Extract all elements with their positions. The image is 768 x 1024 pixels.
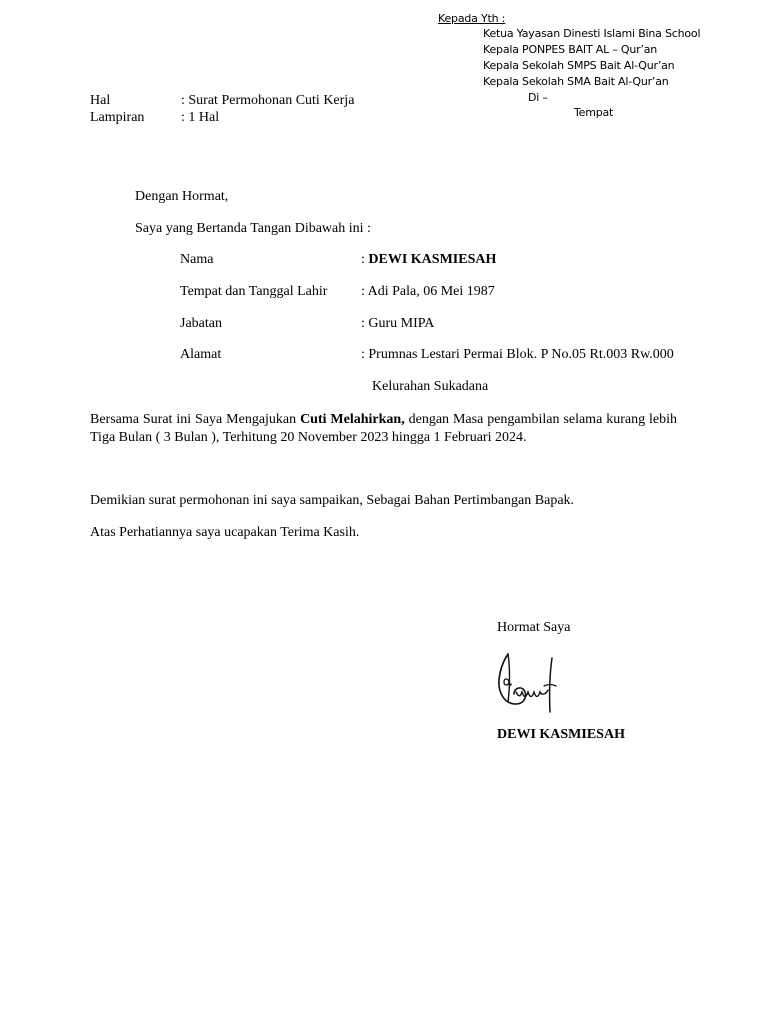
- greeting: Dengan Hormat,: [135, 189, 229, 204]
- employee-name: DEWI KASMIESAH: [368, 252, 497, 267]
- field-value-ttl: : Adi Pala, 06 Mei 1987: [361, 284, 495, 299]
- signature-name: DEWI KASMIESAH: [497, 727, 625, 742]
- recipient-tempat: Tempat: [574, 106, 614, 119]
- recipient-line: Kepala Sekolah SMA Bait Al-Qur’an: [483, 75, 669, 88]
- field-value-nama: [361, 252, 496, 268]
- signature-salutation: Hormat Saya: [497, 620, 571, 635]
- field-label-ttl: Tempat dan Tanggal Lahir: [180, 284, 328, 299]
- handwritten-signature: [494, 646, 564, 718]
- field-value-alamat: : Prumnas Lestari Permai Blok. P No.05 Rt.003 Rw.000: [361, 347, 674, 362]
- field-value-jabatan: : Guru MIPA: [361, 316, 435, 331]
- lampiran-label: Lampiran: [90, 110, 145, 125]
- request-paragraph: [90, 411, 677, 447]
- address-continuation: Kelurahan Sukadana: [372, 379, 489, 394]
- paragraph-part1: Bersama Surat ini Saya Mengajukan: [90, 412, 301, 427]
- field-colon: :: [361, 252, 369, 267]
- hal-label: Hal: [90, 93, 111, 108]
- recipient-line: Kepala Sekolah SMPS Bait Al-Qur’an: [483, 59, 675, 72]
- closing-statement: Demikian surat permohonan ini saya sampaikan, Sebagai Bahan Pertimbangan Bapak.: [90, 493, 575, 508]
- recipient-line: Kepala PONPES BAIT AL – Qur’an: [483, 43, 658, 56]
- recipient-line: Ketua Yayasan Dinesti Islami Bina School: [483, 27, 701, 40]
- thanks-statement: Atas Perhatiannya saya ucapakan Terima Kasih.: [90, 525, 360, 540]
- hal-value: : Surat Permohonan Cuti Kerja: [181, 93, 355, 108]
- leave-type: Cuti Melahirkan,: [300, 412, 405, 427]
- field-label-alamat: Alamat: [180, 347, 222, 362]
- field-label-nama: Nama: [180, 252, 214, 267]
- intro: Saya yang Bertanda Tangan Dibawah ini :: [135, 221, 371, 236]
- recipient-heading: Kepada Yth :: [438, 12, 506, 25]
- paragraph-part2: dengan Masa pengambilan selama kurang lebih Tiga Bulan ( 3 Bulan ), Terhitung 20 November 2023 hingga 1 Februari 2024.: [90, 412, 677, 445]
- recipient-di: Di –: [528, 91, 548, 104]
- field-label-jabatan: Jabatan: [180, 316, 222, 331]
- lampiran-value: : 1 Hal: [181, 110, 220, 125]
